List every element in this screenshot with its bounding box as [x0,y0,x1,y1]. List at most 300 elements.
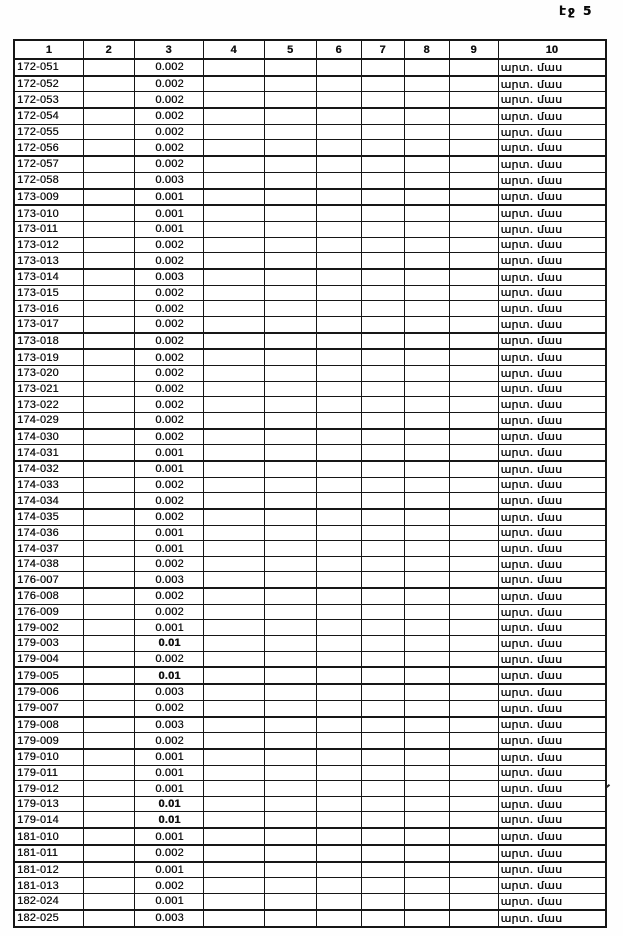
empty-cell [361,733,404,749]
empty-cell [83,140,134,156]
empty-cell [361,893,404,909]
empty-cell [316,333,361,350]
empty-cell [264,253,316,269]
empty-cell [404,910,449,927]
empty-cell [404,541,449,557]
table-header-row [14,40,606,59]
empty-cell [404,124,449,140]
empty-cell [449,604,498,620]
empty-cell [316,878,361,894]
empty-cell [203,92,264,108]
empty-cell [203,461,264,477]
table-row [14,749,606,765]
table-row [14,365,606,381]
empty-cell [316,604,361,620]
table-row [14,828,606,845]
table-row [14,333,606,350]
empty-cell [316,205,361,221]
empty-cell [203,381,264,397]
note-cell: արտ. մաս [498,781,606,797]
sample-code-cell: 173-015 [14,285,83,301]
empty-cell [264,733,316,749]
empty-cell [404,333,449,350]
empty-cell [404,461,449,477]
empty-cell [361,365,404,381]
empty-cell [404,237,449,253]
empty-cell [264,862,316,878]
empty-cell [449,636,498,652]
empty-cell [316,172,361,188]
sample-code-cell: 172-053 [14,92,83,108]
page-number-label: էջ 5 [559,4,594,18]
column-header-2: 2 [83,40,134,59]
empty-cell [404,572,449,588]
empty-cell [361,620,404,636]
empty-cell [264,189,316,206]
note-cell: արտ. մաս [498,269,606,285]
empty-cell [361,140,404,156]
table-row [14,397,606,413]
table-row [14,189,606,206]
sample-code-cell: 173-018 [14,333,83,350]
empty-cell [449,684,498,700]
column-header-6: 6 [316,40,361,59]
empty-cell [316,349,361,365]
table-row [14,812,606,828]
results-table-body [14,59,606,927]
empty-cell [361,717,404,733]
note-cell: արտ. մաս [498,910,606,927]
value-cell: 0.002 [134,429,203,445]
empty-cell [361,862,404,878]
empty-cell [83,749,134,765]
empty-cell [83,556,134,572]
empty-cell [316,717,361,733]
table-row [14,667,606,684]
empty-cell [203,269,264,285]
empty-cell [404,525,449,541]
table-row [14,733,606,749]
empty-cell [203,156,264,172]
table-row [14,140,606,156]
value-cell: 0.01 [134,667,203,684]
table-row [14,461,606,477]
empty-cell [264,108,316,124]
sample-code-cell: 174-031 [14,445,83,461]
note-cell: արտ. մաս [498,588,606,604]
empty-cell [316,429,361,445]
sample-code-cell: 179-005 [14,667,83,684]
empty-cell [361,910,404,927]
empty-cell [264,667,316,684]
note-cell: արտ. մաս [498,140,606,156]
table-row [14,301,606,317]
note-cell: արտ. մաս [498,381,606,397]
note-cell: արտ. մաս [498,667,606,684]
empty-cell [361,349,404,365]
sample-code-cell: 179-013 [14,796,83,812]
empty-cell [316,765,361,781]
note-cell: արտ. մաս [498,636,606,652]
empty-cell [361,812,404,828]
value-cell: 0.001 [134,221,203,237]
note-cell: արտ. մաս [498,845,606,862]
empty-cell [361,572,404,588]
empty-cell [316,461,361,477]
empty-cell [264,620,316,636]
empty-cell [361,59,404,76]
table-row [14,92,606,108]
empty-cell [404,140,449,156]
value-cell: 0.002 [134,59,203,76]
value-cell: 0.002 [134,365,203,381]
empty-cell [404,651,449,667]
value-cell: 0.002 [134,412,203,428]
empty-cell [83,189,134,206]
empty-cell [316,781,361,797]
sample-code-cell: 174-038 [14,556,83,572]
value-cell: 0.002 [134,156,203,172]
empty-cell [404,781,449,797]
empty-cell [316,620,361,636]
note-cell: արտ. մաս [498,509,606,525]
empty-cell [264,285,316,301]
note-cell: արտ. մաս [498,765,606,781]
note-cell: արտ. մաս [498,285,606,301]
empty-cell [404,412,449,428]
empty-cell [361,189,404,206]
empty-cell [449,525,498,541]
empty-cell [449,717,498,733]
value-cell: 0.001 [134,765,203,781]
empty-cell [203,733,264,749]
empty-cell [83,477,134,493]
value-cell: 0.001 [134,620,203,636]
empty-cell [316,59,361,76]
empty-cell [361,461,404,477]
sample-code-cell: 174-037 [14,541,83,557]
empty-cell [361,108,404,124]
empty-cell [83,285,134,301]
empty-cell [404,76,449,92]
note-cell: արտ. մաս [498,253,606,269]
empty-cell [264,269,316,285]
empty-cell [83,172,134,188]
empty-cell [404,509,449,525]
column-header-9: 9 [449,40,498,59]
empty-cell [361,92,404,108]
empty-cell [404,381,449,397]
empty-cell [361,156,404,172]
empty-cell [203,667,264,684]
table-row [14,700,606,716]
empty-cell [203,76,264,92]
empty-cell [449,301,498,317]
empty-cell [203,124,264,140]
sample-code-cell: 181-011 [14,845,83,862]
empty-cell [361,269,404,285]
empty-cell [83,237,134,253]
note-cell: արտ. մաս [498,397,606,413]
empty-cell [83,333,134,350]
table-row [14,429,606,445]
empty-cell [316,588,361,604]
sample-code-cell: 179-007 [14,700,83,716]
note-cell: արտ. մաս [498,572,606,588]
empty-cell [404,636,449,652]
empty-cell [316,221,361,237]
empty-cell [361,381,404,397]
empty-cell [404,828,449,845]
note-cell: արտ. մաս [498,92,606,108]
empty-cell [83,349,134,365]
table-row [14,684,606,700]
results-table [13,39,607,928]
empty-cell [316,285,361,301]
empty-cell [404,221,449,237]
table-row [14,845,606,862]
empty-cell [449,140,498,156]
empty-cell [361,749,404,765]
value-cell: 0.002 [134,108,203,124]
empty-cell [83,445,134,461]
table-row [14,221,606,237]
empty-cell [203,796,264,812]
empty-cell [361,124,404,140]
empty-cell [203,189,264,206]
sample-code-cell: 173-010 [14,205,83,221]
empty-cell [203,140,264,156]
empty-cell [316,124,361,140]
table-row [14,893,606,909]
note-cell: արտ. մաս [498,733,606,749]
empty-cell [449,765,498,781]
empty-cell [264,765,316,781]
empty-cell [449,845,498,862]
empty-cell [404,604,449,620]
empty-cell [404,156,449,172]
note-cell: արտ. մաս [498,172,606,188]
value-cell: 0.001 [134,828,203,845]
value-cell: 0.003 [134,684,203,700]
sample-code-cell: 179-002 [14,620,83,636]
column-header-5: 5 [264,40,316,59]
empty-cell [264,172,316,188]
empty-cell [361,781,404,797]
empty-cell [404,108,449,124]
empty-cell [449,812,498,828]
empty-cell [404,749,449,765]
empty-cell [404,588,449,604]
sample-code-cell: 173-016 [14,301,83,317]
sample-code-cell: 174-030 [14,429,83,445]
value-cell: 0.01 [134,636,203,652]
empty-cell [203,333,264,350]
table-row [14,556,606,572]
value-cell: 0.003 [134,910,203,927]
empty-cell [316,667,361,684]
empty-cell [316,493,361,509]
empty-cell [316,525,361,541]
table-row [14,604,606,620]
table-row [14,493,606,509]
value-cell: 0.001 [134,893,203,909]
empty-cell [316,910,361,927]
table-row [14,651,606,667]
empty-cell [404,445,449,461]
empty-cell [264,910,316,927]
empty-cell [83,525,134,541]
empty-cell [404,684,449,700]
empty-cell [264,124,316,140]
empty-cell [316,189,361,206]
table-row [14,269,606,285]
note-cell: արտ. մաս [498,878,606,894]
column-header-8: 8 [404,40,449,59]
empty-cell [404,493,449,509]
value-cell: 0.002 [134,397,203,413]
sample-code-cell: 179-003 [14,636,83,652]
sample-code-cell: 173-009 [14,189,83,206]
empty-cell [361,316,404,332]
table-row [14,509,606,525]
value-cell: 0.001 [134,189,203,206]
empty-cell [264,365,316,381]
value-cell: 0.003 [134,172,203,188]
empty-cell [203,620,264,636]
value-cell: 0.002 [134,845,203,862]
sample-code-cell: 172-052 [14,76,83,92]
value-cell: 0.001 [134,749,203,765]
empty-cell [449,781,498,797]
empty-cell [203,205,264,221]
value-cell: 0.002 [134,140,203,156]
empty-cell [361,845,404,862]
value-cell: 0.002 [134,588,203,604]
empty-cell [203,108,264,124]
table-row [14,620,606,636]
empty-cell [83,651,134,667]
sample-code-cell: 176-008 [14,588,83,604]
empty-cell [264,477,316,493]
empty-cell [361,221,404,237]
empty-cell [316,397,361,413]
empty-cell [404,477,449,493]
value-cell: 0.001 [134,525,203,541]
empty-cell [404,429,449,445]
sample-code-cell: 181-010 [14,828,83,845]
note-cell: արտ. մաս [498,365,606,381]
empty-cell [316,156,361,172]
empty-cell [449,828,498,845]
scan-artifact [606,784,610,788]
empty-cell [449,156,498,172]
note-cell: արտ. մաս [498,333,606,350]
note-cell: արտ. մաս [498,862,606,878]
sample-code-cell: 173-019 [14,349,83,365]
empty-cell [449,189,498,206]
sample-code-cell: 176-007 [14,572,83,588]
empty-cell [316,445,361,461]
value-cell: 0.002 [134,349,203,365]
empty-cell [404,269,449,285]
sample-code-cell: 182-024 [14,893,83,909]
empty-cell [404,349,449,365]
empty-cell [316,796,361,812]
empty-cell [361,301,404,317]
empty-cell [264,493,316,509]
value-cell: 0.002 [134,92,203,108]
empty-cell [404,667,449,684]
empty-cell [264,381,316,397]
value-cell: 0.002 [134,316,203,332]
empty-cell [316,365,361,381]
empty-cell [203,253,264,269]
note-cell: արտ. մաս [498,445,606,461]
empty-cell [361,477,404,493]
empty-cell [203,910,264,927]
empty-cell [83,381,134,397]
empty-cell [404,620,449,636]
note-cell: արտ. մաս [498,493,606,509]
empty-cell [264,140,316,156]
empty-cell [449,76,498,92]
empty-cell [361,525,404,541]
empty-cell [203,349,264,365]
empty-cell [449,445,498,461]
table-row [14,124,606,140]
empty-cell [449,651,498,667]
value-cell: 0.002 [134,509,203,525]
table-row [14,477,606,493]
empty-cell [361,397,404,413]
empty-cell [404,878,449,894]
empty-cell [316,684,361,700]
empty-cell [83,796,134,812]
empty-cell [361,588,404,604]
empty-cell [264,700,316,716]
empty-cell [404,253,449,269]
empty-cell [203,397,264,413]
sample-code-cell: 173-022 [14,397,83,413]
empty-cell [361,796,404,812]
empty-cell [316,893,361,909]
table-row [14,316,606,332]
sample-code-cell: 174-032 [14,461,83,477]
column-header-10: 10 [498,40,606,59]
note-cell: արտ. մաս [498,541,606,557]
empty-cell [264,636,316,652]
empty-cell [203,525,264,541]
empty-cell [203,412,264,428]
empty-cell [404,796,449,812]
empty-cell [449,108,498,124]
empty-cell [83,301,134,317]
empty-cell [449,620,498,636]
sample-code-cell: 173-020 [14,365,83,381]
empty-cell [264,651,316,667]
note-cell: արտ. մաս [498,301,606,317]
note-cell: արտ. մաս [498,749,606,765]
empty-cell [361,556,404,572]
empty-cell [449,333,498,350]
table-row [14,253,606,269]
table-row [14,765,606,781]
empty-cell [203,717,264,733]
table-row [14,412,606,428]
note-cell: արտ. մաս [498,651,606,667]
empty-cell [316,140,361,156]
